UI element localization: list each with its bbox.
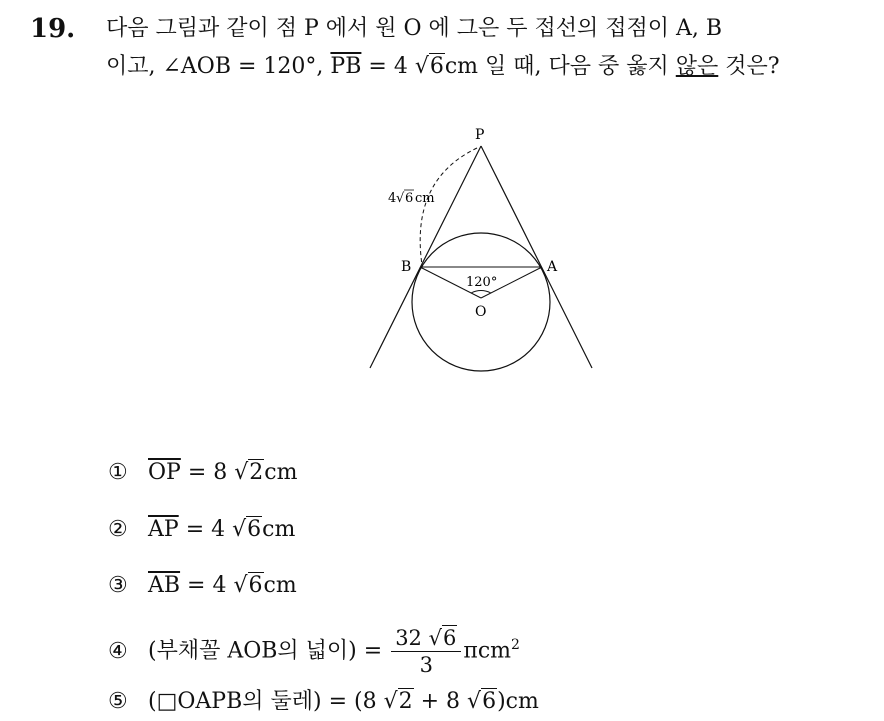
- radicand: 6: [248, 573, 263, 598]
- label-p: P: [475, 127, 485, 143]
- choice-2-mark: ②: [108, 517, 128, 542]
- length-dashed-arc: [420, 148, 477, 265]
- choice-4[interactable]: [108, 625, 520, 678]
- label-a: A: [547, 259, 558, 275]
- angle-arc: [471, 291, 491, 294]
- tangent-line-right: [481, 146, 592, 368]
- choice-5-mark: ⑤: [108, 689, 128, 714]
- choice-3[interactable]: [108, 571, 297, 601]
- choice-5-pre: (□OAPB의 둘레) = (8: [148, 689, 384, 714]
- line2-eq: = 4: [361, 54, 415, 79]
- choice-2[interactable]: [108, 515, 295, 545]
- choice-3-eq: = 4: [180, 573, 234, 598]
- line2-pre: 이고, ∠AOB = 120°,: [106, 54, 331, 79]
- choice-3-unit: cm: [263, 573, 297, 598]
- sqrt-expression: √2: [383, 689, 413, 714]
- choice-4-mark: ④: [108, 638, 128, 664]
- choice-4-post: πcm: [463, 638, 512, 664]
- tangent-line-left: [370, 146, 481, 368]
- choice-4-pre: (부채꼴 AOB의 넓이) =: [148, 638, 390, 664]
- choice-5[interactable]: [108, 687, 539, 717]
- label-o: O: [475, 304, 487, 320]
- length-sqrt-sign: √: [396, 191, 405, 206]
- line2-post: 것은?: [718, 54, 780, 79]
- question-text-line2: [106, 52, 780, 82]
- numerator-coef: 32: [395, 626, 429, 650]
- sqrt-expression: √6: [467, 689, 497, 714]
- choice-5-mid: + 8: [413, 689, 468, 714]
- sqrt-expression: √6: [428, 626, 457, 650]
- exponent: 2: [511, 637, 520, 654]
- circle-o: [412, 233, 550, 371]
- underlined-word: 않은: [675, 54, 719, 79]
- sqrt-expression: √2: [234, 460, 264, 485]
- fraction-numerator: [391, 625, 461, 652]
- sqrt-expression: √6: [233, 573, 263, 598]
- sqrt-expression: √6: [414, 54, 444, 79]
- radicand: 2: [398, 689, 413, 714]
- choice-3-mark: ③: [108, 573, 128, 598]
- segment-ap: $\overline{AP}$: [148, 517, 179, 542]
- length-radicand: 6: [405, 191, 414, 206]
- angle-label: 120°: [466, 275, 498, 290]
- choice-1-mark: ①: [108, 460, 128, 485]
- length-coef: 4: [388, 191, 397, 206]
- radicand: 6: [429, 54, 444, 79]
- sqrt-expression: √6: [232, 517, 262, 542]
- choice-1[interactable]: [108, 458, 297, 488]
- segment-op: $\overline{OP}$: [148, 460, 181, 485]
- segment-pb: $\overline{PB}$: [330, 54, 362, 79]
- question-text-line1: 다음 그림과 같이 점 P 에서 원 O 에 그은 두 접선의 접점이 A, B: [106, 16, 723, 41]
- fraction: [391, 625, 461, 678]
- choice-2-unit: cm: [262, 517, 296, 542]
- label-b: B: [401, 259, 412, 275]
- question-number: 19.: [30, 14, 76, 44]
- radicand: 6: [442, 626, 457, 650]
- length-unit: cm: [415, 191, 435, 206]
- radicand: 6: [482, 689, 497, 714]
- choice-1-eq: = 8: [180, 460, 235, 485]
- fraction-denominator: 3: [419, 653, 433, 677]
- line2-unit: cm 일 때, 다음 중 옳지: [444, 54, 676, 79]
- segment-ab: $\overline{AB}$: [148, 573, 181, 598]
- choice-2-eq: = 4: [178, 517, 233, 542]
- radicand: 6: [247, 517, 262, 542]
- length-label: [388, 190, 435, 206]
- geometry-figure: [360, 120, 610, 380]
- choice-5-post: )cm: [497, 689, 539, 714]
- choice-1-unit: cm: [264, 460, 298, 485]
- radicand: 2: [249, 460, 264, 485]
